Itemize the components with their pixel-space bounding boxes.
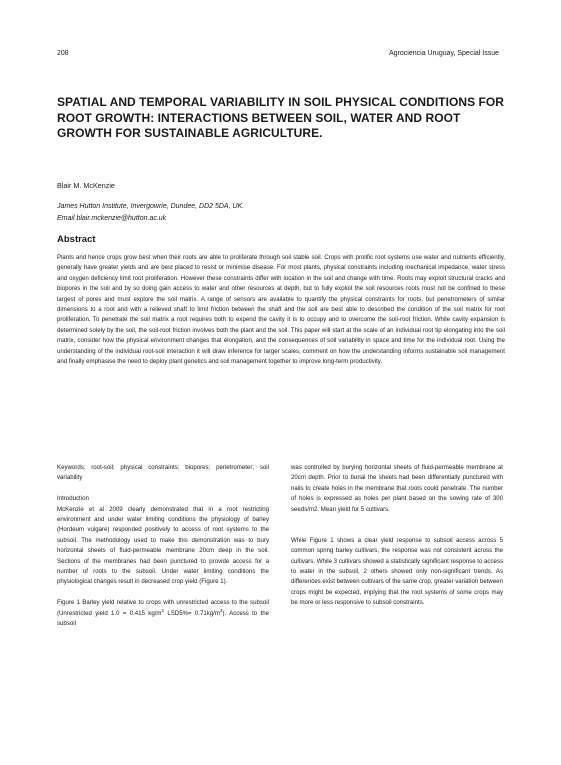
figure-caption-start: Figure 1 Barley yield relative to crops with unrestricted access to the subsoil (Unrestricted yield 1.0 = 0.415 kg/m xyxy=(57,599,269,617)
page-number: 208 xyxy=(57,50,69,57)
left-column xyxy=(57,463,269,629)
institute-address: James Hutton Institute, Invergowrie, Dundee, DD2 5DA, UK. xyxy=(57,203,245,210)
author-name: Blair M. McKenzie xyxy=(57,181,115,190)
running-header xyxy=(57,50,499,57)
figure-caption-continued: was controlled by burying horizontal sheets of fluid-permeable membrane at 20cm depth. Prior to burial the sheets had been differentially punctured with nails to create holes in the membrane that roots could penetrate. The number of holes is expressed as holes per plant based on the sowing rate of 300 seeds/m2. Mean yield for 5 cultivars. xyxy=(291,464,503,513)
superscript: 2 xyxy=(219,607,223,613)
journal-name: Agrociencia Uruguay, Special Issue xyxy=(389,50,499,57)
figure-caption-middle: LSD5%= 0.71kg/m xyxy=(164,609,220,617)
author-email: Email blair.mckenzie@hutton.ac.uk xyxy=(57,215,167,222)
keywords: Keywords: root-soil; physical constraints; biopores; penetrometer; soil variability xyxy=(57,464,269,482)
right-column xyxy=(291,463,503,609)
author-affiliation xyxy=(57,201,244,225)
figure-caption xyxy=(57,598,269,629)
results-paragraph: While Figure 1 shows a clear yield response to subsoil access across 5 common spring barley cultivars, the response was not consistent across the cultivars. While 3 cultivars showed a statistically significant response to access to water in the subsoil, 2 others showed only non-significant trends. As differences exist between cultivars of the same crop, greater variation between crops might be expected, implying that the root systems of some crops may be more or less responsive to subsoil constraints. xyxy=(291,536,504,607)
superscript: 2 xyxy=(161,607,165,613)
abstract-heading: Abstract xyxy=(57,234,96,245)
figure-caption-end: ). Access to the subsoil xyxy=(57,609,269,628)
abstract-text: Plants and hence crops grow best when their roots are able to proliferate through soil stable soil. Crops with prolific root systems use water and nutrients efficiently, generally have greater yields and are best placed to resist or minimise disease. For most plants, physical constraints including mechanical impedance, water stress and oxygen deficiency limit root proliferation. However these constraints differ with location in the soil and change with time. Roots may exploit structural cracks and biopores in the soil and by so doing gain access to water and other resources at depth, but to fully exploit the soil resources roots must not be confined to these largest of pores and must explore the soil matrix. A range of sensors are available to quantify the physical constraints for roots, but penetrometers of similar dimensions to a root and with a relieved shaft to limit friction between the shaft and the soil are best able to described the condition of the soil matrix for root proliferation. To penetrate the soil matrix a root requires both to expend the cavity it is to occupy and to overcome the soil-root friction. While cavity expansion is determined solely by the soil, the soil-root friction involves both the plant and the soil. This paper will start at the scale of an individual root tip elongating into the soil matrix, consider how the physical environment changes that elongation, and the consequences of soil variability in space and time for the individual root. Using the understanding of the individual root-soil interaction it will draw inference for larger scales, comment on how the understanding informs sustainable soil management and finally emphasise the need to deploy plant genetics and soil management together to improve long-term productivity. xyxy=(57,254,505,366)
paper-title: SPATIAL AND TEMPORAL VARIABILITY IN SOIL PHYSICAL CONDITIONS FOR ROOT GROWTH: INTERACTIONS BETWEEN SOIL, WATER AND ROOT GROWTH FOR SUSTAINABLE AGRICULTURE. xyxy=(57,95,505,140)
introduction-heading: Introduction xyxy=(57,495,89,503)
introduction-paragraph: McKenzie et al 2009 clearly demonstrated that in a root restricting environment and under water limiting conditions the physiology of barley (Hordeum vulgare) responded positively to access of root systems to the subsoil. The methodology used to make this demonstration was to bury horizontal sheets of fluid-permeable membrane 20cm deep in the soil. Sections of the membranes had been punctured to provide access for a number of roots to the subsoil. Under water limiting conditions the physiological changes result in decreased crop yield (Figure 1). xyxy=(57,505,269,586)
